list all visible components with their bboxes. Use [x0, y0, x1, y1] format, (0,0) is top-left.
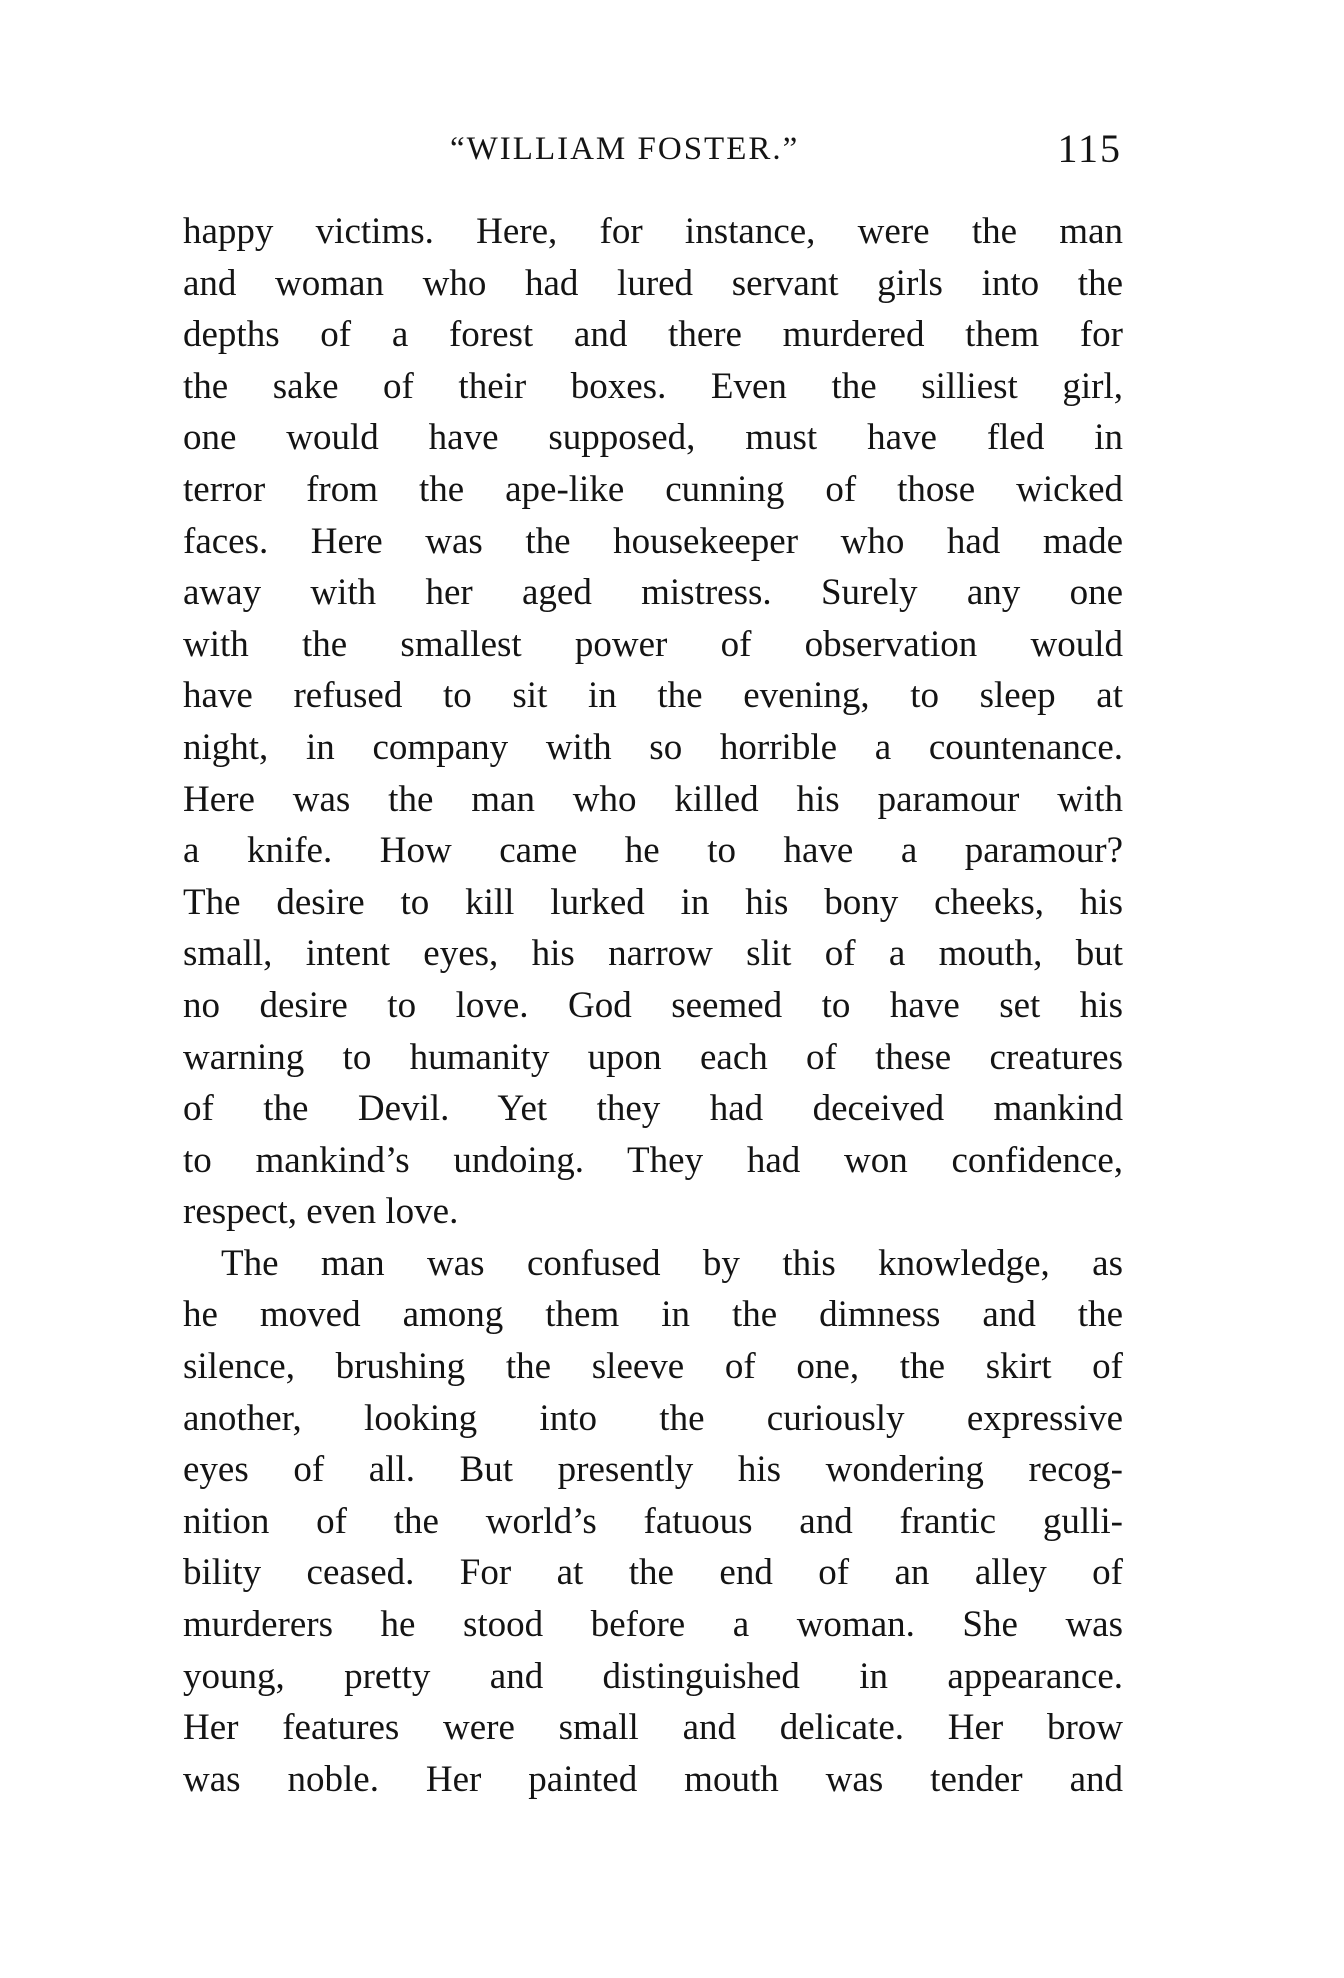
text-line: and woman who had lured servant girls into the: [183, 262, 1123, 304]
text-line: happy victims. Here, for instance, were the man: [183, 211, 1123, 252]
body-text: [183, 206, 1123, 1805]
text-line: small, intent eyes, his narrow slit of a mouth, but: [183, 933, 1123, 975]
text-line: one would have supposed, must have fled in: [183, 417, 1123, 459]
text-line: no desire to love. God seemed to have set his: [183, 984, 1123, 1026]
text-line: the sake of their boxes. Even the silliest girl,: [183, 365, 1123, 407]
text-line: a knife. How came he to have a paramour?: [183, 830, 1123, 872]
text-line: The desire to kill lurked in his bony cheeks, his: [183, 881, 1123, 923]
text-line: terror from the ape-like cunning of those wicked: [183, 468, 1123, 510]
running-title: “WILLIAM FOSTER.”: [450, 131, 800, 167]
text-line: young, pretty and distinguished in appearance.: [183, 1655, 1123, 1697]
text-line: murderers he stood before a woman. She was: [183, 1604, 1123, 1646]
text-line: with the smallest power of observation would: [183, 623, 1123, 665]
text-line: warning to humanity upon each of these creatures: [183, 1036, 1123, 1078]
text-line: The man was confused by this knowledge, as: [221, 1242, 1123, 1284]
paragraph-1: [183, 206, 1123, 1238]
text-line: Here was the man who killed his paramour with: [183, 778, 1123, 820]
page-number: 115: [1057, 126, 1122, 171]
text-line: another, looking into the curiously expressive: [183, 1397, 1123, 1439]
text-line: Her features were small and delicate. Her brow: [183, 1707, 1123, 1749]
text-line: was noble. Her painted mouth was tender and: [183, 1758, 1123, 1800]
text-line: have refused to sit in the evening, to sleep at: [183, 675, 1123, 717]
text-line: to mankind’s undoing. They had won confidence,: [183, 1139, 1123, 1181]
text-line: respect, even love.: [183, 1191, 459, 1233]
text-line: bility ceased. For at the end of an alley of: [183, 1552, 1123, 1594]
text-line: silence, brushing the sleeve of one, the skirt of: [183, 1346, 1123, 1388]
text-line: away with her aged mistress. Surely any one: [183, 572, 1123, 614]
running-header: [0, 124, 1344, 174]
text-line: night, in company with so horrible a countenance.: [183, 726, 1123, 768]
text-line: nition of the world’s fatuous and frantic gulli-: [183, 1500, 1123, 1542]
paragraph-2: [183, 1238, 1123, 1806]
text-line: eyes of all. But presently his wondering recog-: [183, 1449, 1123, 1491]
text-line: he moved among them in the dimness and the: [183, 1294, 1123, 1336]
text-line: faces. Here was the housekeeper who had made: [183, 520, 1123, 562]
text-line: depths of a forest and there murdered them for: [183, 314, 1123, 356]
text-line: of the Devil. Yet they had deceived mankind: [183, 1088, 1123, 1130]
